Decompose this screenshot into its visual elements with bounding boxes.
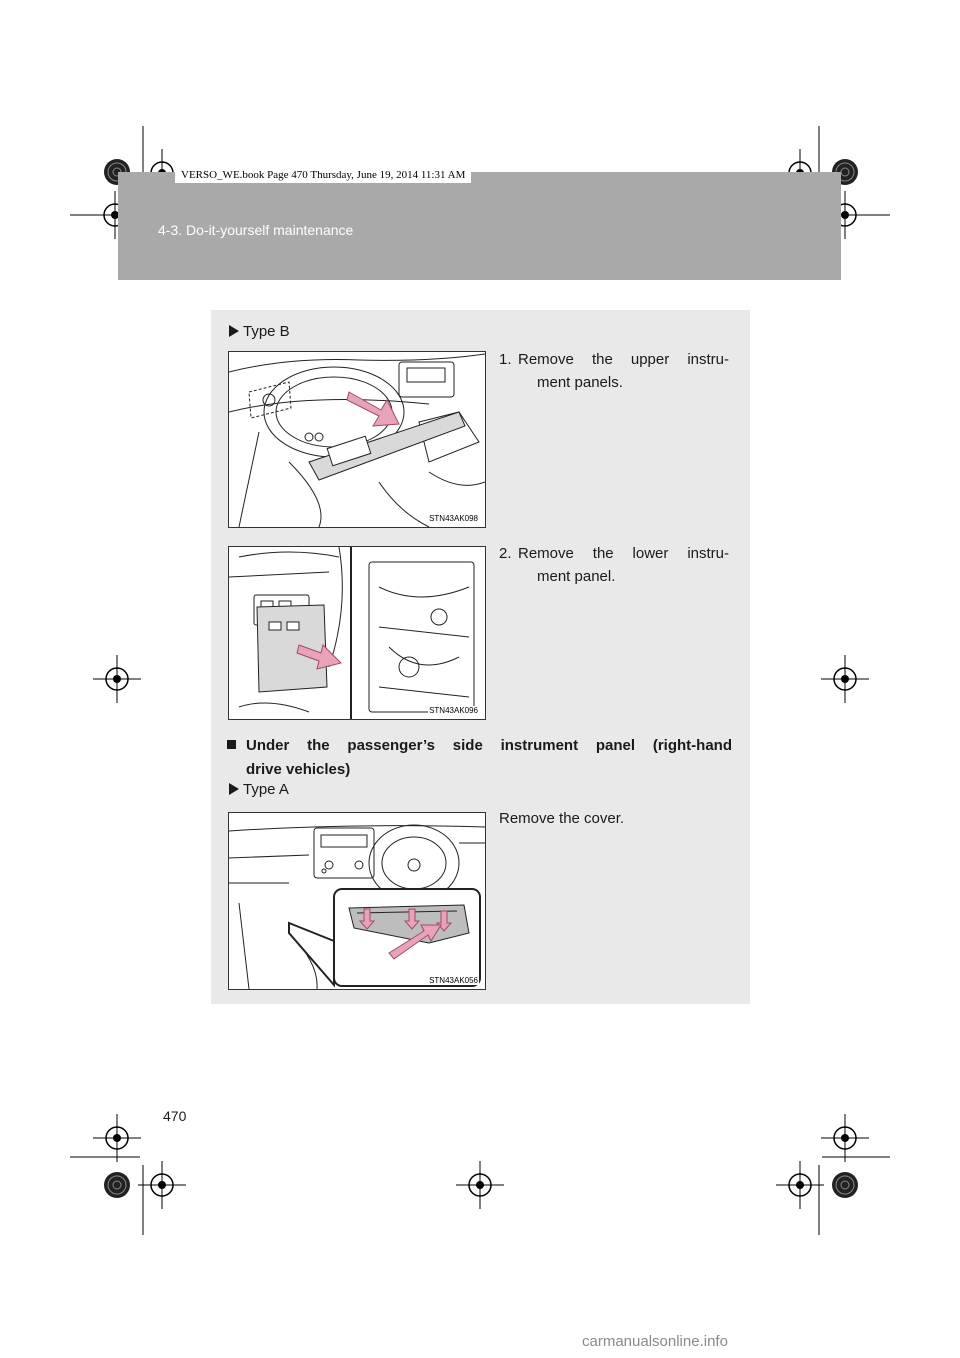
figure-upper-instrument-panels [228, 351, 486, 528]
print-slug: VERSO_WE.book Page 470 Thursday, June 19, 2014 11:31 AM [175, 167, 471, 183]
page-number: 470 [163, 1108, 187, 1124]
figure-code: STN43AK098 [429, 514, 478, 523]
section-header-band [118, 172, 841, 280]
triangle-bullet-icon [229, 325, 239, 337]
content-panel [211, 310, 750, 1004]
figure-code: STN43AK096 [429, 706, 478, 715]
figure-lower-instrument-panel [228, 546, 486, 720]
type-a-label: Type A [229, 781, 289, 798]
figure-passenger-side-cover [228, 812, 486, 990]
triangle-bullet-icon [229, 783, 239, 795]
step-1: 1. Remove the upper instru- ment panels. [499, 351, 729, 391]
instruction-remove-cover: Remove the cover. [499, 810, 625, 827]
square-bullet-icon [227, 740, 236, 749]
section-title: 4-3. Do-it-yourself maintenance [158, 222, 354, 238]
section-heading: Under the passenger’s side instrument panel (right-hand drive vehicles) [227, 734, 732, 782]
type-b-label: Type B [229, 323, 290, 340]
figure-code: STN43AK056 [429, 976, 478, 985]
step-2: 2. Remove the lower instru- ment panel. [499, 545, 729, 585]
watermark: carmanualsonline.info [582, 1333, 728, 1350]
